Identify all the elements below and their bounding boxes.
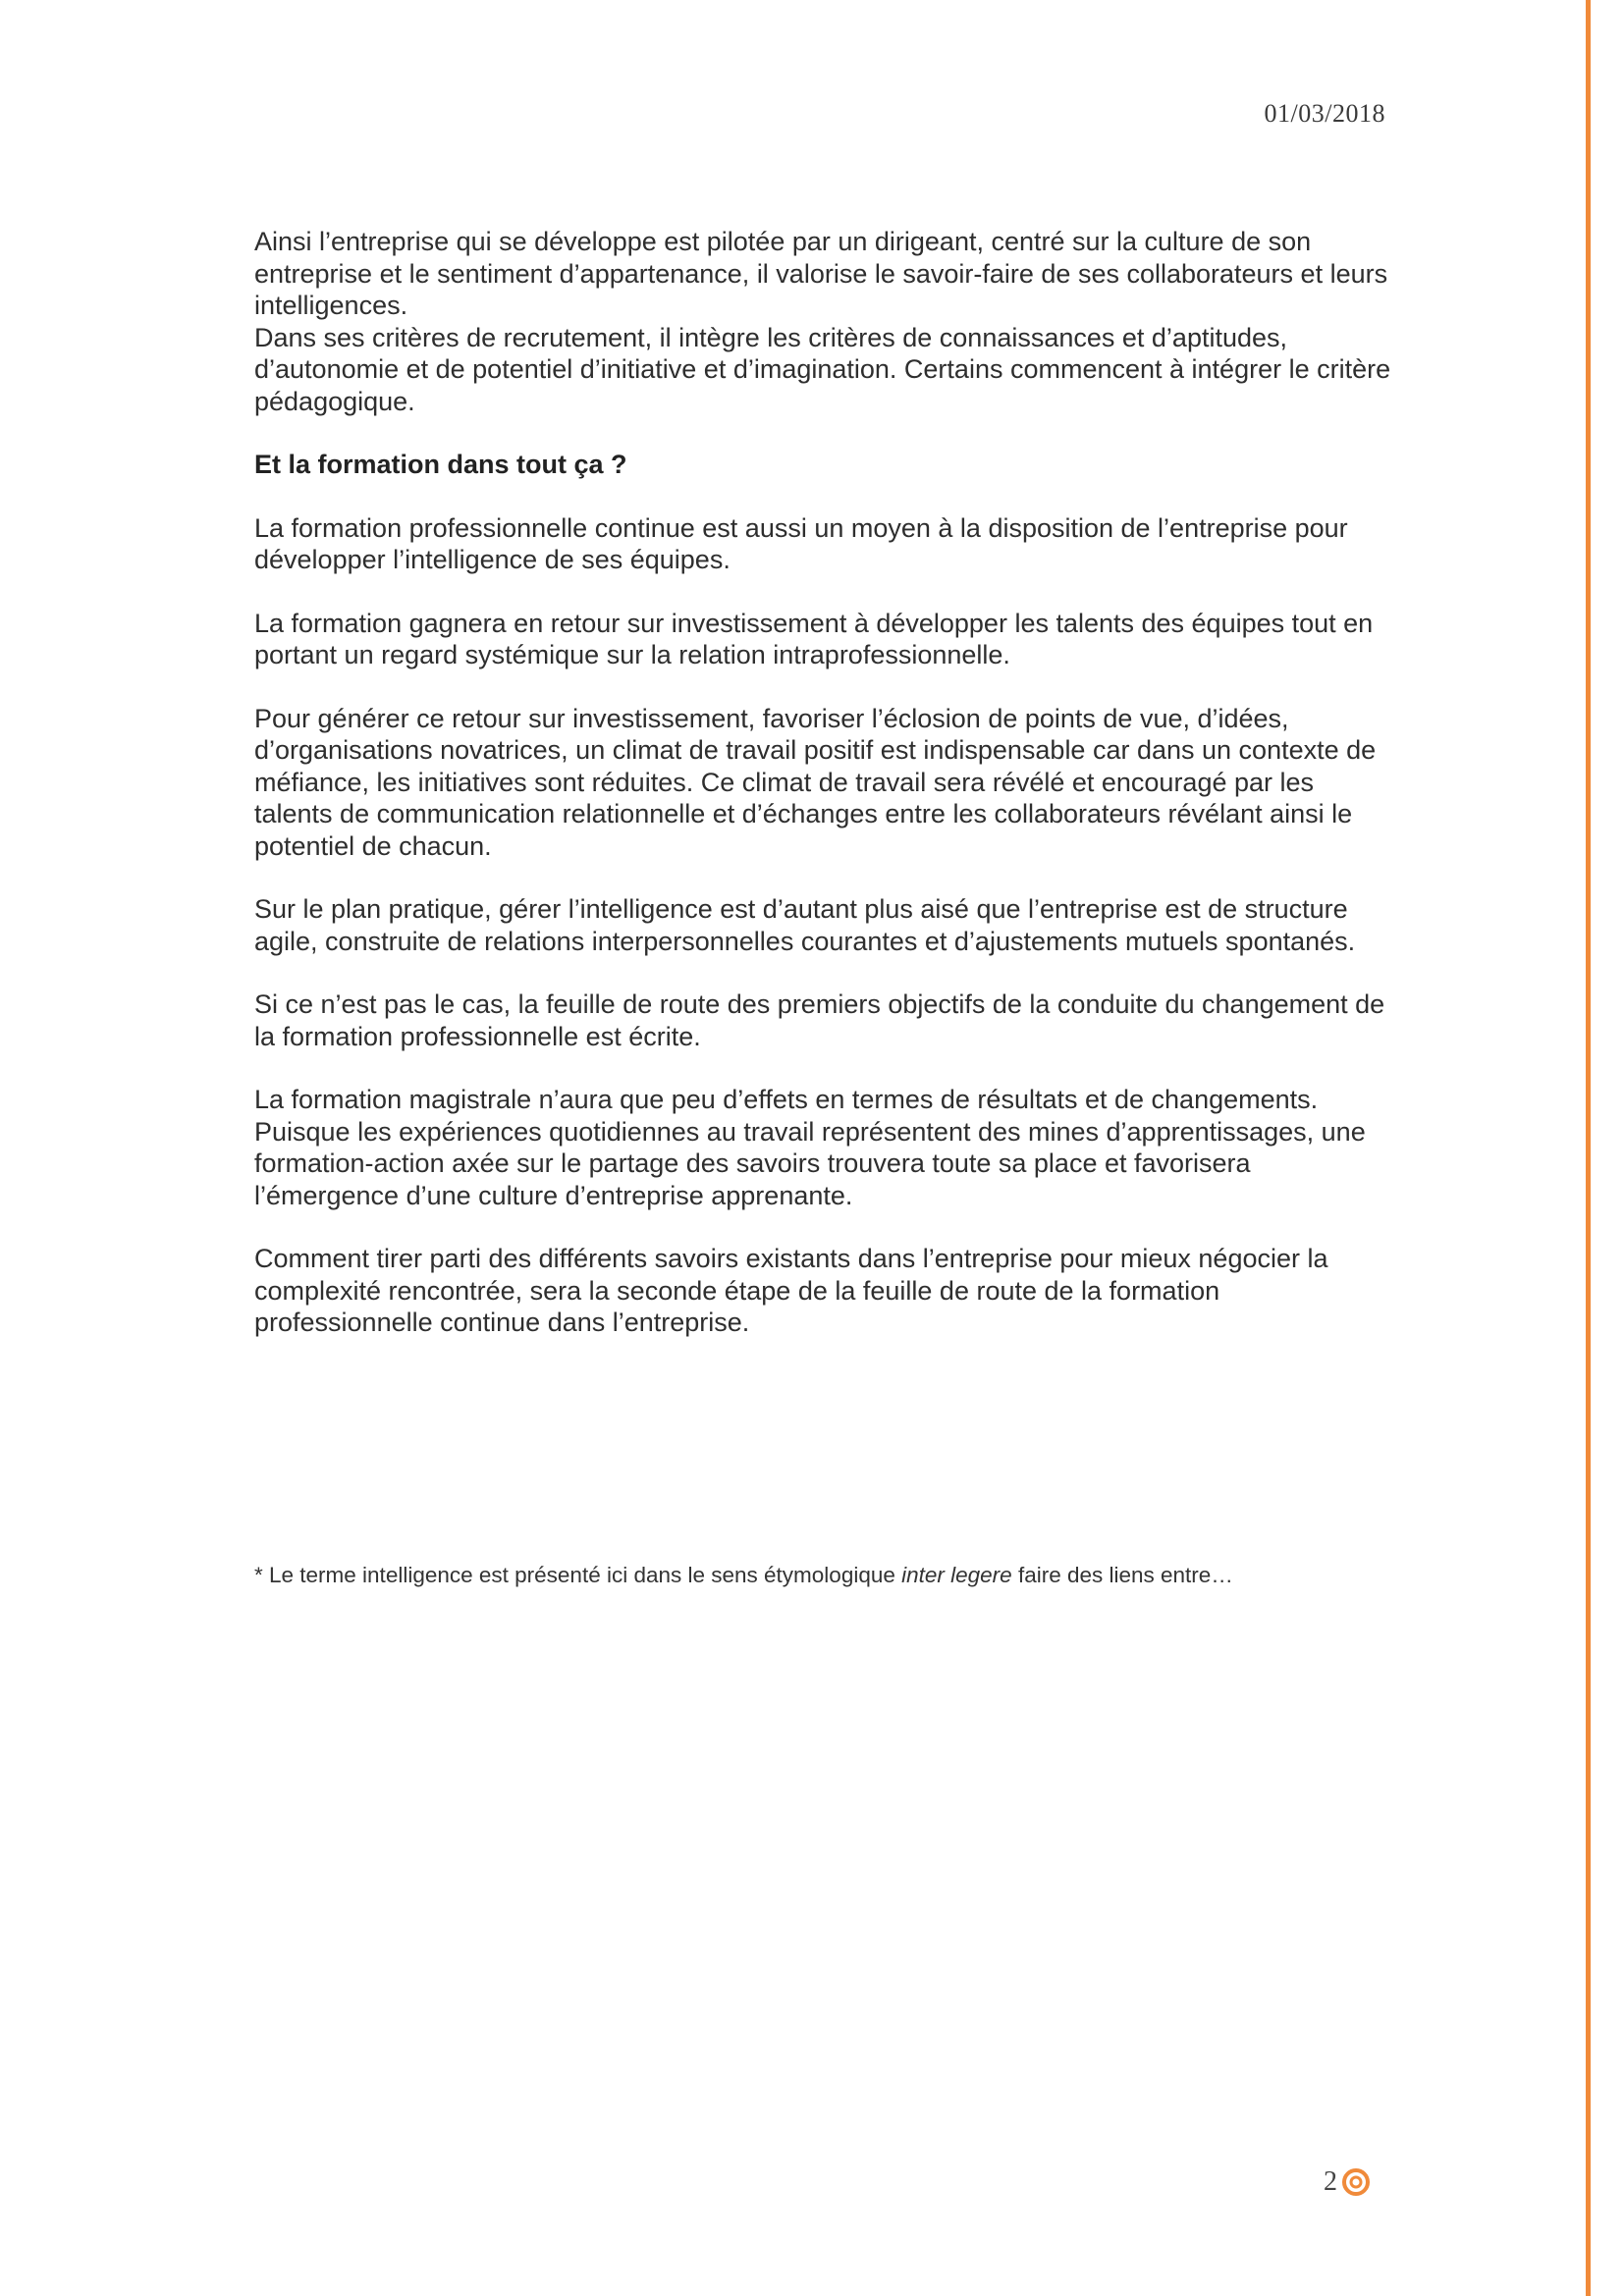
footnote-text-end: faire des liens entre… <box>1011 1563 1233 1587</box>
page-number: 2 <box>1324 2166 1337 2197</box>
paragraph-1: Ainsi l’entreprise qui se développe est pilotée par un dirigeant, centré sur la culture de son entreprise et le sentiment d’appartenance, il valorise le savoir-faire de ses collaborateurs et leurs intelligences. <box>254 227 1388 320</box>
paragraph-8: La formation magistrale n’aura que peu d’effets en termes de résultats et de changements. Puisque les expériences quotidiennes au travail représentent des mines d’apprentissages, une formation-action axée sur le partage des savoirs trouvera toute sa place et favorisera l’émergence d’une culture d’entreprise apprenante. <box>254 1085 1366 1210</box>
section-heading: Et la formation dans tout ça ? <box>254 450 627 479</box>
document-body <box>254 226 1393 1370</box>
paragraph-2: Dans ses critères de recrutement, il intègre les critères de connaissances et d’aptitudes, d’autonomie et de potentiel d’initiative et d’imagination. Certains commencent à intégrer le critère pédagogique. <box>254 322 1391 416</box>
footnote-italic-term: inter legere <box>901 1563 1012 1587</box>
header-date: 01/03/2018 <box>1264 99 1385 128</box>
paragraph-5: Pour générer ce retour sur investissement, favoriser l’éclosion de points de vue, d’idées, d’organisations novatrices, un climat de travail positif est indispensable car dans un contexte de méfiance, les initiatives sont réduites. Ce climat de travail sera révélé et encouragé par les talents de communication relationnelle et d’échanges entre les collaborateurs révélant ainsi le potentiel de chacun. <box>254 703 1377 861</box>
orange-ring-icon <box>1341 2167 1371 2197</box>
page-footer <box>1324 2167 1371 2197</box>
paragraph-3: La formation professionnelle continue est aussi un moyen à la disposition de l’entreprise pour développer l’intelligence de ses équipes. <box>254 512 1348 574</box>
footnote-text-start: * Le terme intelligence est présenté ici dans le sens étymologique <box>254 1563 902 1587</box>
paragraph-6: Sur le plan pratique, gérer l’intelligence est d’autant plus aisé que l’entreprise est de structure agile, construite de relations interpersonnelles courantes et d’ajustements mutuels spontanés. <box>254 894 1356 956</box>
footnote <box>254 1561 1433 1590</box>
paragraph-9: Comment tirer parti des différents savoirs existants dans l’entreprise pour mieux négocier la complexité rencontrée, sera la seconde étape de la feuille de route de la formation professionnelle continue dans l’entreprise. <box>254 1244 1328 1337</box>
page-edge-rule <box>1586 0 1591 2296</box>
paragraph-4: La formation gagnera en retour sur investissement à développer les talents des équipes tout en portant un regard systémique sur la relation intraprofessionnelle. <box>254 608 1374 669</box>
paragraph-7: Si ce n’est pas le cas, la feuille de route des premiers objectifs de la conduite du changement de la formation professionnelle est écrite. <box>254 989 1385 1051</box>
